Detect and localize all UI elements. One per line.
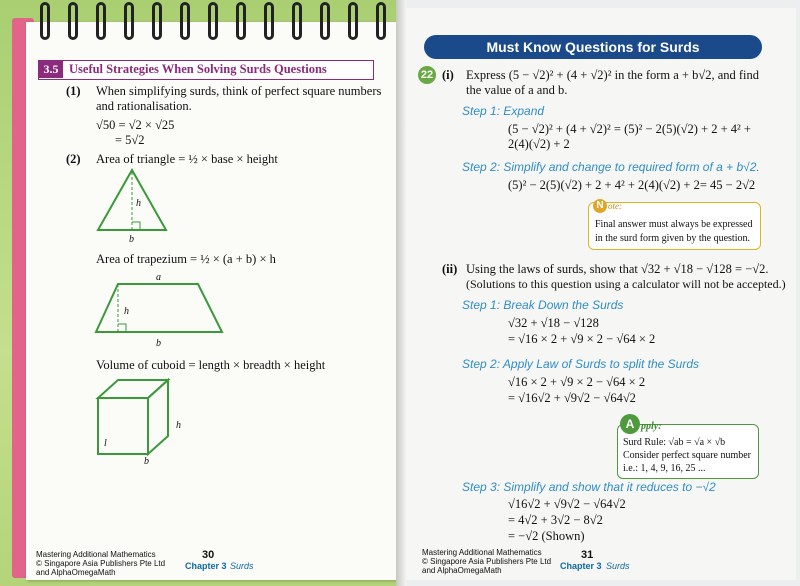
apply-box — [617, 417, 759, 479]
chapter-name: Surds — [606, 561, 630, 571]
cuboid-length-label: l — [104, 438, 107, 449]
question-text: the value of a and b. — [466, 83, 568, 97]
item-text: When simplifying surds, think of perfect square numbers — [96, 84, 382, 98]
apply-text: Consider perfect square number — [623, 450, 752, 461]
item-number: (2) — [66, 152, 81, 166]
apply-text: i.e.: 1, 4, 9, 16, 25 ... — [623, 463, 706, 474]
working-line: = √16√2 + √9√2 − √64√2 — [508, 391, 636, 405]
book-gutter — [396, 0, 406, 586]
part-label: (i) — [442, 68, 454, 82]
working-line: √32 + √18 − √128 — [508, 316, 599, 330]
ring-icon — [292, 2, 302, 40]
part-label: (ii) — [442, 262, 458, 276]
footer-publisher: © Singapore Asia Publishers Pte Ltd — [422, 557, 552, 566]
chapter-label: Chapter 3 — [185, 561, 227, 571]
triangle-diagram — [94, 168, 174, 244]
ring-icon — [208, 2, 218, 40]
right-page — [404, 8, 796, 580]
footer-publisher: and AlphaOmegaMath — [36, 568, 116, 577]
note-icon: N — [593, 199, 607, 213]
working-line: (5 − √2)² + (4 + √2)² = (5)² − 2(5)(√2) + 2 + 4² + — [508, 122, 751, 136]
section-number: 3.5 — [39, 61, 63, 78]
triangle-base-label: b — [129, 234, 134, 245]
ring-icon — [180, 2, 190, 40]
cuboid-breadth-label: b — [144, 456, 149, 467]
step-heading: Step 1: Break Down the Surds — [462, 298, 624, 312]
working-line: (5)² − 2(5)(√2) + 2 + 4² + 2(4)(√2) + 2= 45 − 2√2 — [508, 178, 756, 192]
triangle-height-label: h — [136, 198, 141, 209]
trapezium-top-label: a — [156, 272, 161, 283]
step-heading: Step 1: Expand — [462, 104, 545, 118]
question-number-badge: 22 — [418, 66, 436, 84]
page-number: 30 — [202, 549, 215, 561]
chapter-label: Chapter 3 — [560, 561, 602, 571]
equation: = 5√2 — [115, 133, 145, 147]
step-heading: Step 2: Simplify and change to required form of a + b√2. — [462, 160, 760, 174]
working-line: = 4√2 + 3√2 − 8√2 — [508, 513, 603, 527]
working-line: √16 × 2 + √9 × 2 − √64 × 2 — [508, 375, 646, 389]
working-line: 2(4)(√2) + 2 — [508, 137, 570, 151]
trapezium-base-label: b — [156, 338, 161, 349]
question-text: (Solutions to this question using a calculator will not be accepted.) — [466, 277, 786, 291]
trapezium-formula: Area of trapezium = ½ × (a + b) × h — [96, 252, 276, 266]
ring-icon — [152, 2, 162, 40]
question-text: Express (5 − √2)² + (4 + √2)² in the form a + b√2, and find — [466, 68, 760, 82]
footer-book-title: Mastering Additional Mathematics — [422, 548, 542, 557]
ring-icon — [320, 2, 330, 40]
note-box — [588, 202, 761, 250]
apply-icon: A — [620, 414, 640, 434]
cuboid-formula: Volume of cuboid = length × breadth × height — [96, 358, 326, 372]
section-title: Useful Strategies When Solving Surds Questions — [69, 62, 327, 76]
cuboid-height-label: h — [176, 420, 181, 431]
working-line: = √16 × 2 + √9 × 2 − √64 × 2 — [508, 332, 656, 346]
ring-icon — [236, 2, 246, 40]
item-text: and rationalisation. — [96, 99, 192, 113]
working-line: √16√2 + √9√2 − √64√2 — [508, 497, 626, 511]
note-text: Final answer must always be expressed — [595, 219, 753, 230]
triangle-formula: Area of triangle = ½ × base × height — [96, 152, 278, 166]
footer-book-title: Mastering Additional Mathematics — [36, 550, 156, 559]
ring-icon — [68, 2, 78, 40]
chapter-name: Surds — [230, 561, 254, 571]
trapezium-height-label: h — [124, 306, 129, 317]
apply-text: Surd Rule: √ab = √a × √b — [623, 437, 726, 448]
ring-icon — [40, 2, 50, 40]
footer-publisher: © Singapore Asia Publishers Pte Ltd — [36, 559, 166, 568]
ring-icon — [124, 2, 134, 40]
spiral-binding — [40, 0, 390, 42]
step-heading: Step 3: Simplify and show that it reduces to −√2 — [462, 480, 716, 494]
ring-icon — [96, 2, 106, 40]
step-heading: Step 2: Apply Law of Surds to split the Surds — [462, 357, 700, 371]
working-line: = −√2 (Shown) — [508, 529, 585, 543]
trapezium-diagram — [94, 280, 224, 340]
apply-title: pply: — [641, 421, 662, 432]
footer-publisher: and AlphaOmegaMath — [422, 566, 502, 575]
questions-banner: Must Know Questions for Surds — [424, 35, 762, 59]
note-title: ote: — [608, 201, 622, 211]
item-number: (1) — [66, 84, 81, 98]
note-text: in the surd form given by the question. — [595, 233, 750, 244]
ring-icon — [348, 2, 358, 40]
equation: √50 = √2 × √25 — [96, 118, 175, 132]
page-number: 31 — [581, 549, 594, 561]
ring-icon — [376, 2, 386, 40]
ring-icon — [264, 2, 274, 40]
section-heading — [38, 60, 374, 80]
question-text: Using the laws of surds, show that √32 + √18 − √128 = −√2. — [466, 262, 769, 276]
